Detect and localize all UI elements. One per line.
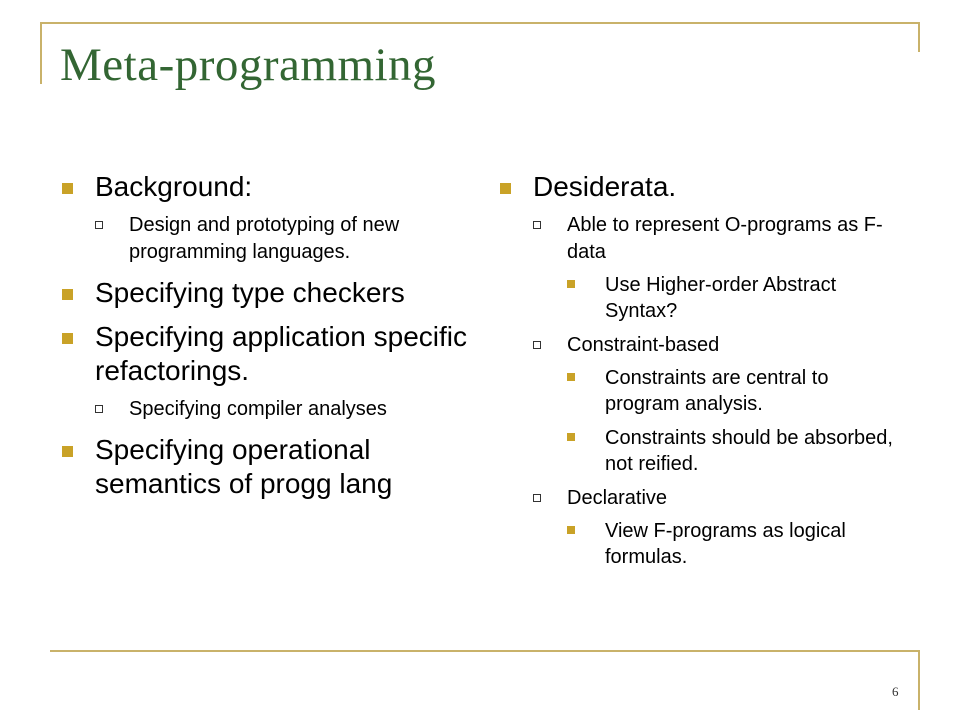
hollow-square-bullet-icon — [533, 494, 541, 502]
hollow-square-bullet-icon — [533, 221, 541, 229]
square-bullet-icon — [500, 183, 511, 194]
sub-bullet-text: Design and prototyping of new programming languages. — [129, 214, 400, 263]
slide-title: Meta-programming — [60, 39, 437, 91]
frame-right-line — [918, 22, 920, 52]
sub-sub-bullet-text: View F-programs as logical formulas. — [605, 520, 846, 568]
right-column — [500, 170, 900, 580]
small-square-bullet-icon — [567, 433, 575, 441]
list-item-operational-semantics — [62, 433, 472, 501]
sub-list — [95, 212, 472, 266]
sub-list-item — [95, 212, 472, 266]
left-bullet-list — [62, 170, 472, 501]
right-bullet-list — [500, 170, 900, 570]
hollow-square-bullet-icon — [95, 221, 103, 229]
sub-sub-list-item — [567, 272, 900, 324]
list-item-refactorings — [62, 320, 472, 423]
square-bullet-icon — [62, 333, 73, 344]
square-bullet-icon — [62, 289, 73, 300]
sub-list-item — [533, 332, 900, 477]
small-square-bullet-icon — [567, 373, 575, 381]
small-square-bullet-icon — [567, 526, 575, 534]
sub-sub-list-item — [567, 425, 900, 477]
sub-sub-list — [567, 272, 900, 324]
square-bullet-icon — [62, 446, 73, 457]
sub-list — [95, 396, 472, 423]
list-item-background — [62, 170, 472, 266]
small-square-bullet-icon — [567, 280, 575, 288]
square-bullet-icon — [62, 183, 73, 194]
frame-left-line — [40, 22, 42, 84]
frame-top-line — [40, 22, 920, 24]
sub-sub-bullet-text: Constraints are central to program analysis. — [605, 367, 829, 415]
hollow-square-bullet-icon — [533, 341, 541, 349]
sub-bullet-text: Specifying compiler analyses — [129, 398, 387, 420]
sub-bullet-text: Constraint-based — [567, 334, 720, 356]
sub-sub-bullet-text: Constraints should be absorbed, not reified. — [605, 427, 893, 475]
sub-sub-list — [567, 365, 900, 477]
sub-list-item — [533, 212, 900, 324]
bullet-text: Background: — [95, 171, 253, 202]
sub-sub-list-item — [567, 365, 900, 417]
page-number: 6 — [892, 684, 899, 699]
list-item-type-checkers — [62, 276, 472, 310]
sub-list — [533, 212, 900, 570]
sub-sub-list — [567, 518, 900, 570]
sub-list-item — [533, 485, 900, 570]
sub-sub-list-item — [567, 518, 900, 570]
hollow-square-bullet-icon — [95, 405, 103, 413]
bullet-text: Specifying type checkers — [95, 277, 405, 308]
bullet-text: Specifying application specific refactorings. — [95, 321, 467, 386]
left-column — [62, 170, 472, 511]
sub-bullet-text: Declarative — [567, 487, 668, 509]
sub-list-item — [95, 396, 472, 423]
bullet-text: Specifying operational semantics of progg lang — [95, 434, 393, 499]
frame-bottom-line — [50, 650, 920, 652]
bullet-text: Desiderata. — [533, 171, 677, 202]
sub-bullet-text: Able to represent O-programs as F-data — [567, 214, 883, 263]
list-item-desiderata — [500, 170, 900, 570]
frame-bottom-right-line — [918, 650, 920, 710]
sub-sub-bullet-text: Use Higher-order Abstract Syntax? — [605, 274, 837, 322]
